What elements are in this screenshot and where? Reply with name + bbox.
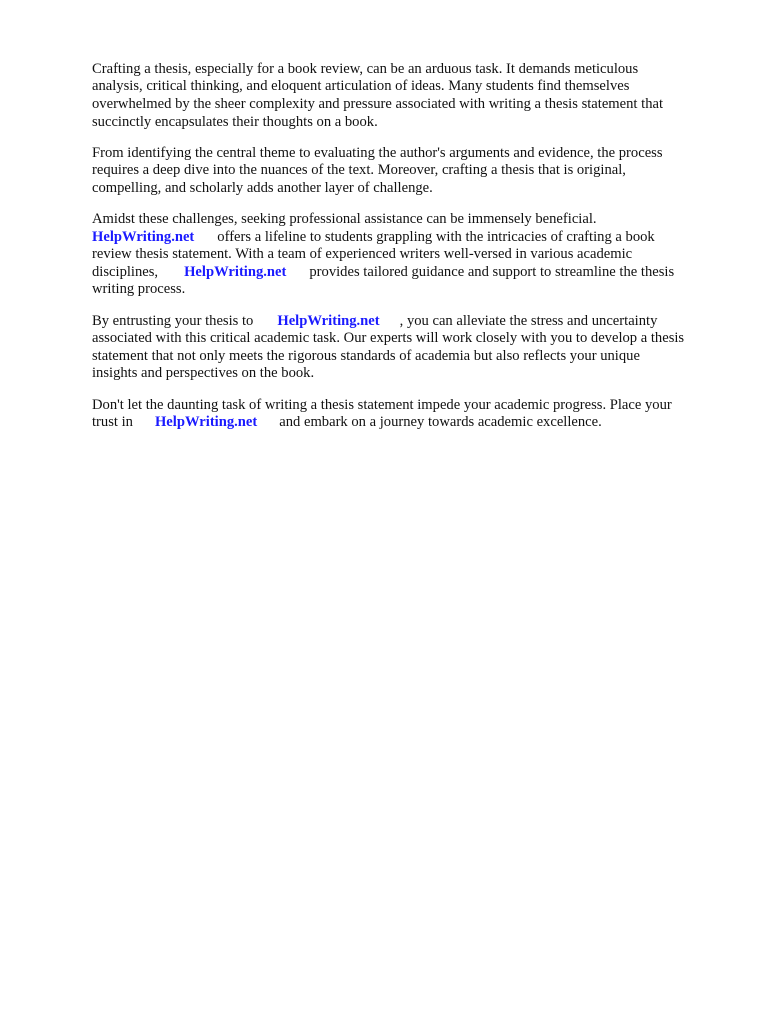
paragraph-1-line-4: succinctly encapsulates their thoughts on a book. <box>92 114 378 130</box>
helpwriting-link[interactable]: HelpWriting.net <box>154 414 258 430</box>
paragraph-3-line-2-text: offers a lifeline to students grappling with the intricacies of crafting a book <box>217 229 655 245</box>
paragraph-4-line-4: insights and perspectives on the book. <box>92 365 315 381</box>
paragraph-3-line-2 <box>92 229 655 246</box>
paragraph-3-line-5: writing process. <box>92 281 186 297</box>
paragraph-4-line-3: statement that not only meets the rigorous standards of academia but also reflects your unique <box>92 348 640 364</box>
paragraph-3-line-1: Amidst these challenges, seeking professional assistance can be immensely beneficial. <box>92 211 597 227</box>
paragraph-3-line-3: review thesis statement. With a team of experienced writers well-versed in various academic <box>92 246 633 262</box>
paragraph-5-line-2 <box>92 414 602 431</box>
paragraph-2-line-3: compelling, and scholarly adds another layer of challenge. <box>92 180 433 196</box>
paragraph-2-line-2: requires a deep dive into the nuances of the text. Moreover, crafting a thesis that is original, <box>92 162 626 178</box>
paragraph-5-line-1: Don't let the daunting task of writing a thesis statement impede your academic progress. Place your <box>92 397 672 413</box>
paragraph-3-line-4-after: provides tailored guidance and support to streamline the thesis <box>309 264 675 280</box>
paragraph-3-line-4-before: disciplines, <box>92 264 159 280</box>
paragraph-1-line-3: overwhelmed by the sheer complexity and pressure associated with writing a thesis statement that <box>92 96 664 112</box>
paragraph-4-line-1 <box>92 313 657 330</box>
helpwriting-link[interactable]: HelpWriting.net <box>184 264 287 280</box>
paragraph-5-line-2-after: and embark on a journey towards academic excellence. <box>279 414 602 430</box>
paragraph-4-line-2: associated with this critical academic task. Our experts will work closely with you to develop a thesis <box>92 330 685 346</box>
paragraph-1-line-2: analysis, critical thinking, and eloquent articulation of ideas. Many students find themselves <box>92 78 630 94</box>
paragraph-4-line-1-after: , you can alleviate the stress and uncertainty <box>399 313 658 329</box>
helpwriting-link[interactable]: HelpWriting.net <box>277 313 380 329</box>
paragraph-3-line-4 <box>92 264 674 281</box>
paragraph-2-line-1: From identifying the central theme to evaluating the author's arguments and evidence, the process <box>92 145 663 161</box>
paragraph-1-line-1: Crafting a thesis, especially for a book review, can be an arduous task. It demands meticulous <box>92 61 639 77</box>
paragraph-5-line-2-before: trust in <box>92 414 133 430</box>
helpwriting-link[interactable]: HelpWriting.net <box>92 229 195 245</box>
paragraph-4-line-1-before: By entrusting your thesis to <box>92 313 254 329</box>
